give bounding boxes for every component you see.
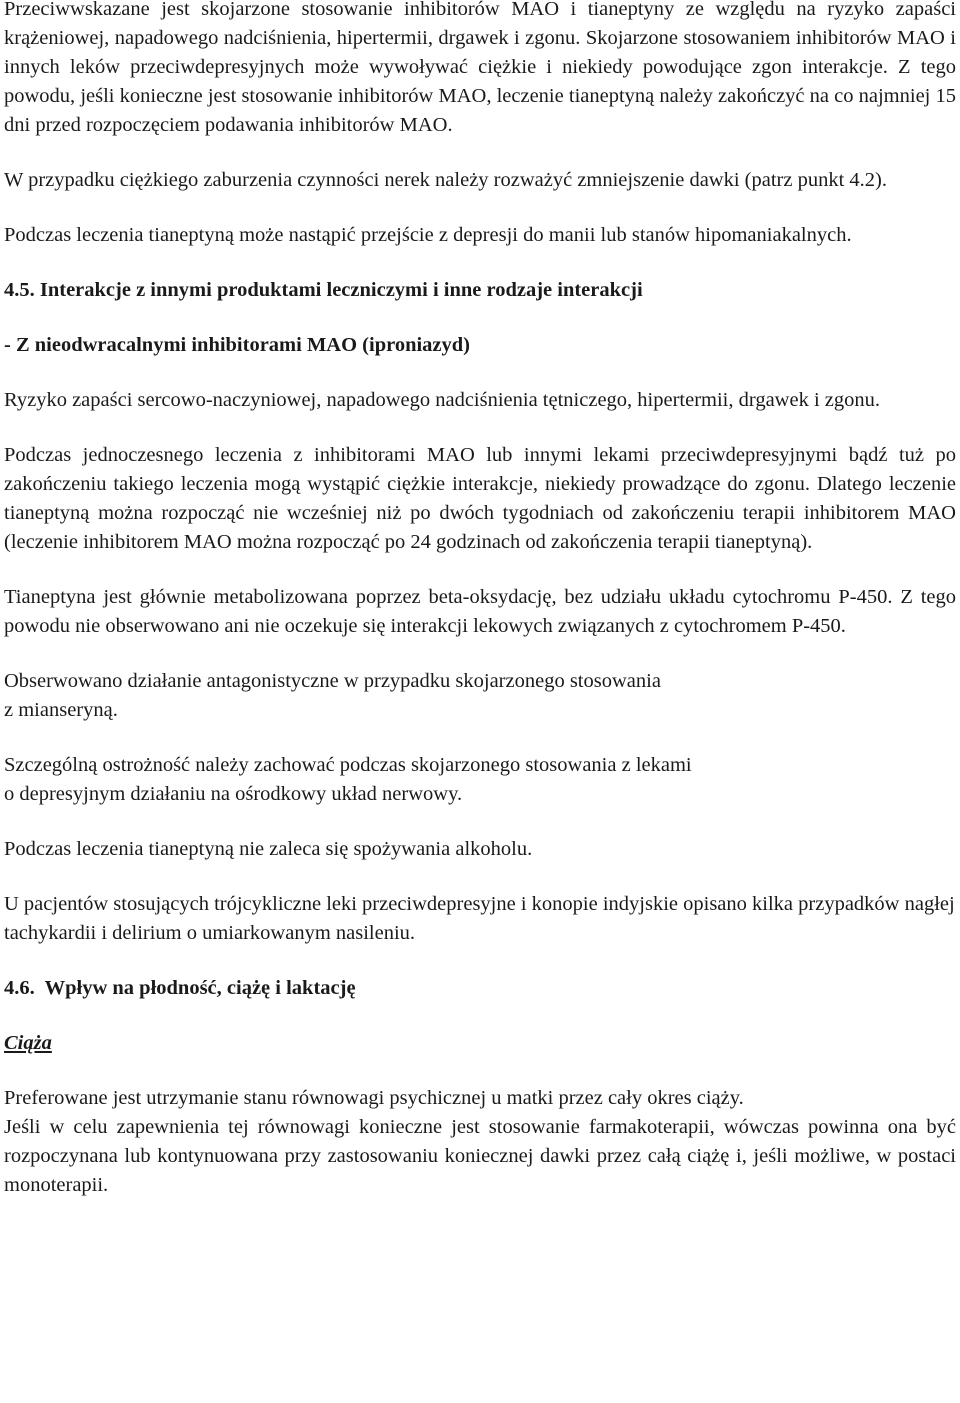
paragraph-alcohol: Podczas leczenia tianeptyną nie zaleca się spożywania alkoholu.: [4, 838, 533, 860]
paragraph-mianserin-line-1: Obserwowano działanie antagonistyczne w przypadku skojarzonego stosowania: [4, 670, 661, 692]
subheading-irreversible-mao: - Z nieodwracalnymi inhibitorami MAO (iproniazyd): [4, 334, 471, 356]
section-heading-4-6: 4.6. Wpływ na płodność, ciążę i laktację: [4, 977, 356, 999]
paragraph-mao-contraindication: Przeciwwskazane jest skojarzone stosowanie inhibitorów MAO i tianeptyny ze względu na ryzyko zapaści krążeniowej, napadowego nadciśnienia, hipertermii, drgawek i zgonu. Skojarzone stosowaniem inhibitorów MAO i innych leków przeciwdepresyjnych może wywoływać ciężkie i niekiedy powodujące zgon interakcje. Z tego powodu, jeśli konieczne jest stosowanie inhibitorów MAO, leczenie tianeptyną należy zakończyć na co najmniej 15 dni przed rozpoczęciem podawania inhibitorów MAO.: [4, 0, 956, 136]
paragraph-mianserin-line-2: z mianseryną.: [4, 699, 118, 721]
paragraph-mianserin: [4, 667, 956, 725]
subheading-pregnancy: Ciąża: [4, 1032, 52, 1054]
paragraph-tachycardia: U pacjentów stosujących trójcykliczne leki przeciwdepresyjne i konopie indyjskie opisano kilka przypadków nagłej tachykardii i delirium o umiarkowanym nasileniu.: [4, 893, 955, 944]
paragraph-pregnancy-rest: Jeśli w celu zapewnienia tej równowagi konieczne jest stosowanie farmakoterapii, wówczas powinna ona być rozpoczynana lub kontynuowana przy zastosowaniu koniecznej dawki przez całą ciążę i, jeśli możliwe, w postaci monoterapii.: [4, 1116, 956, 1196]
section-heading-4-5: 4.5. Interakcje z innymi produktami leczniczymi i inne rodzaje interakcji: [4, 279, 643, 301]
paragraph-cns-depressants-line-2: o depresyjnym działaniu na ośrodkowy układ nerwowy.: [4, 783, 463, 805]
paragraph-pregnancy: [4, 1084, 956, 1200]
paragraph-cns-depressants-line-1: Szczególną ostrożność należy zachować podczas skojarzonego stosowania z lekami: [4, 754, 692, 776]
paragraph-concurrent-treatment: Podczas jednoczesnego leczenia z inhibitorami MAO lub innymi lekami przeciwdepresyjnymi bądź tuż po zakończeniu takiego leczenia mogą wystąpić ciężkie interakcje, niekiedy prowadzące do zgonu. Dlatego leczenie tianeptyną można rozpocząć nie wcześniej niż po dwóch tygodniach od zakończeniu terapii inhibitorem MAO (leczenie inhibitorem MAO można rozpocząć po 24 godzinach od zakończenia terapii tianeptyną).: [4, 444, 956, 553]
paragraph-mania-switch: Podczas leczenia tianeptyną może nastąpić przejście z depresji do manii lub stanów hipomaniakalnych.: [4, 224, 852, 246]
paragraph-metabolism: Tianeptyna jest głównie metabolizowana poprzez beta-oksydację, bez udziału układu cytochromu P-450. Z tego powodu nie obserwowano ani nie oczekuje się interakcji lekowych związanych z cytochromem P-450.: [4, 586, 956, 637]
paragraph-cns-depressants: [4, 751, 956, 809]
paragraph-renal-impairment: W przypadku ciężkiego zaburzenia czynności nerek należy rozważyć zmniejszenie dawki (patrz punkt 4.2).: [4, 169, 887, 191]
paragraph-cardiovascular-risk: Ryzyko zapaści sercowo-naczyniowej, napadowego nadciśnienia tętniczego, hipertermii, drgawek i zgonu.: [4, 389, 880, 411]
paragraph-pregnancy-line-1: Preferowane jest utrzymanie stanu równowagi psychicznej u matki przez cały okres ciąży.: [4, 1087, 744, 1109]
